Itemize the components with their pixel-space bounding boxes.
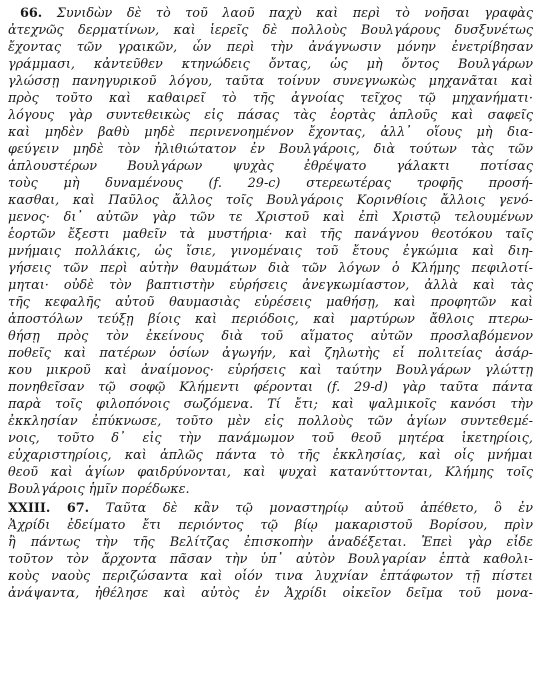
text-line: γράμμασι, κἀντεῦθεν κτηνώδεις ὄντας, ὡς μὴ ὄντος Βουλγάρων bbox=[8, 57, 533, 72]
text-line: ἑορτῶν ἔξεστι μαθεῖν τὰ μυστήρια· καὶ τῆς πανάγνου θεοτόκου ταῖς bbox=[8, 227, 533, 242]
text-line: μνήμαις πολλάκις, ὡς ἴσιε, γινομέναις τοῦ ἔτους ἐγκώμια καὶ διη- bbox=[8, 244, 533, 259]
text-line: κασθαι, καὶ Παῦλος ἄλλος τοῖς Βουλγάροις Κορινθίοις ἄλλοις γενό- bbox=[8, 193, 533, 208]
text-line: ἀποστόλων τεύξῃ βίοις καὶ περιόδοις, καὶ μαρτύρων ἄθλοις πτερω- bbox=[8, 312, 533, 327]
text-line: μενος· δι᾽ αὐτῶν γὰρ τῶν τε Χριστοῦ καὶ ἐπὶ Χριστῷ τελουμένων bbox=[8, 210, 533, 225]
text-line: ἀτεχνῶς δερματίνων, καὶ ἱερεῖς δὲ πολλοὺς Βουλγάρους δυσξυνέτως bbox=[8, 23, 533, 38]
text-line: τοὺς μὴ δυναμένους (f. 29-c) στερεωτέρας τροφῆς προσή- bbox=[8, 176, 533, 191]
text-line: φεύγειν μηδὲ τὸν ἠλιθιώτατον ἐν Βουλγάροις, διὰ τούτων τὰς τῶν bbox=[8, 142, 533, 157]
text-line: Ἀχρίδι ἐδείματο ἔτι περιόντος τῷ βίῳ μακαριστοῦ Βορίσου, πρὶν bbox=[8, 518, 533, 533]
text-line: ἁπλουστέρων Βουλγάρων ψυχὰς ἐθρέψατο γάλακτι ποτίσας bbox=[8, 159, 533, 174]
text-line: καὶ μηδὲν βαθὺ μηδὲ περινενοημένον ἔχοντας, ἀλλ᾽ οἵους μὴ δια- bbox=[8, 125, 533, 140]
text-line: μηται· οὐδὲ τὸν βαπτιστὴν εὑρήσεις ἀνεγκωμίαστον, ἀλλὰ καὶ τὰς bbox=[8, 278, 533, 293]
section-number: XXIII. bbox=[8, 501, 51, 516]
text-line: Βουλγάροις ἡμῖν πορέδωκε. bbox=[8, 482, 190, 497]
text-line: κοὺς ναοὺς περιζώσαντα καὶ οἷόν τινα λυχνίαν ἑπτάφωτον τῇ πίστει bbox=[8, 569, 533, 584]
text-line: πρὸς τοῦτο καὶ καθαιρεῖ τὸ τῆς ἀγνοίας τεῖχος τῷ μηχανήματι· bbox=[8, 91, 533, 106]
text-line: 66. Συνιδὼν δὲ τὸ τοῦ λαοῦ παχὺ καὶ περὶ τὸ νοῆσαι γραφὰς bbox=[20, 6, 533, 21]
text-line: κου μικροῦ καὶ ἀναίμονος· εὑρήσεις καὶ ταύτην Βουλγάρων γλώττῃ bbox=[8, 363, 533, 378]
text-line: τῆς κεφαλῆς αὐτοῦ θαυμασιὰς εὑρέσεις μαθήσῃ, καὶ προφητῶν καὶ bbox=[8, 295, 533, 310]
text-line: γλώσσῃ πανηγυρικοῦ λόγου, ταῦτα τοίνυν συνεγνωκὼς μηχανᾶται καὶ bbox=[8, 74, 533, 89]
text-line: ἢ πάντως τὴν τῆς Βελίτζας ἐπισκοπὴν ἀναδέξεται. Ἐπεὶ γὰρ εἶδε bbox=[8, 535, 533, 550]
text-line: γήσεις τῶν περὶ αὐτὴν θαυμάτων διὰ τῶν λόγων ὁ Κλήμης πεφιλοτί- bbox=[8, 261, 533, 276]
text-line: τοῦτον τὸν ἄρχοντα πᾶσαν τὴν ὑπ᾽ αὐτὸν Βουλγαρίαν ἑπτὰ καθολι- bbox=[8, 552, 533, 567]
text-line: θήσῃ πρὸς τὸν ἐκείνους διὰ τοῦ αἵματος αὐτῶν προσλαβόμενον bbox=[8, 329, 533, 344]
text-line: ἀνάψαντα, ἠθέλησε καὶ αὐτὸς ἐν Ἀχρίδι οἰκεῖον δεῖμα τοῦ μονα- bbox=[8, 586, 533, 601]
paragraph-number: 67. bbox=[66, 501, 90, 516]
text-line: παρὰ τοῖς φιλοπόνοις σωζόμενα. Τί ἔτι; καὶ ψαλμικοῖς κανόσι τὴν bbox=[8, 397, 533, 412]
text-line: ἐκκλησίαν ἐπύκνωσε, τοῦτο μὲν εἰς πολλοὺς τῶν ἁγίων συντεθεμέ- bbox=[8, 414, 533, 429]
text-line: XXIII. 67. Ταῦτα δὲ κἂν τῷ μοναστηρίῳ αὐτοῦ ἀπέθετο, ὃ ἐν bbox=[8, 501, 533, 516]
text-line: νοις, τοῦτο δ᾽ εἰς τὴν πανάμωμον τοῦ θεοῦ μητέρα ἱκετηρίοις, bbox=[8, 431, 533, 446]
text-line: θεοῦ καὶ ἁγίων φαιδρύνονται, καὶ ψυχαὶ κατανύττονται, Κλήμης τοῖς bbox=[8, 465, 533, 480]
text-line: εὐχαριστηρίοις, καὶ ἁπλῶς πάντα τὸ τῆς ἐκκλησίας, καὶ οἷς μνήμαι bbox=[8, 448, 533, 463]
text-line: πονηθεῖσαν τῷ σοφῷ Κλήμεντι φέρονται (f. 29-d) γὰρ ταῦτα πάντα bbox=[8, 380, 533, 395]
text-line: λόγους γὰρ συντεθεικὼς εἰς πάσας τὰς ἑορτὰς ἁπλοῦς καὶ σαφεῖς bbox=[8, 108, 533, 123]
paragraph-number: 66. bbox=[20, 6, 43, 21]
text-line: ἔχοντας τῶν γραικῶν, ὧν περὶ τὴν ἀνάγνωσιν μόνην ἐνετρίβησαν bbox=[8, 40, 533, 55]
text-line: ποθεῖς καὶ πατέρων ὁσίων ἀγωγήν, καὶ ζηλωτὴς εἶ πολιτείας ἀσάρ- bbox=[8, 346, 533, 361]
